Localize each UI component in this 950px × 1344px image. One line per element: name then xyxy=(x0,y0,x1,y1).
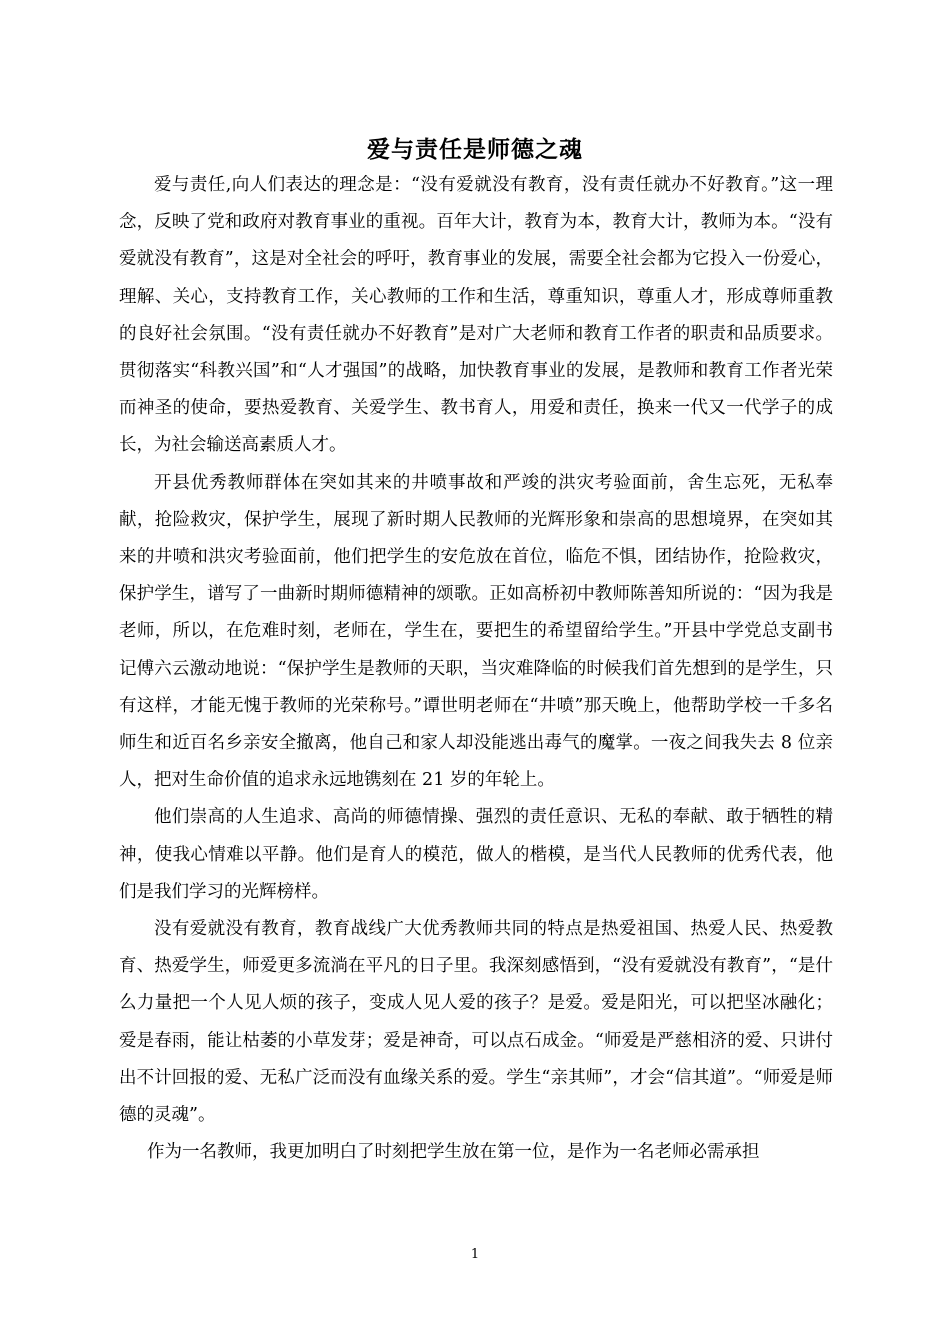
document-title: 爱与责任是师德之魂 xyxy=(367,136,583,163)
paragraph-1: 爱与责任,向人们表达的理念是：“没有爱就没有教育，没有责任就办不好教育。”这一理念，反映了党和政府对教育事业的重视。百年大计，教育为本，教育大计，教师为本。“没有爱就没有教育”，这是对全社会的呼吁，教育事业的发展，需要全社会都为它投入一份爱心，理解、关心，支持教育工作，关心教师的工作和生活，尊重知识，尊重人才，形成尊师重教的良好社会氛围。“没有责任就办不好教育”是对广大老师和教育工作者的职责和品质要求。贯彻落实“科教兴国”和“人才强国”的战略，加快教育事业的发展，是教师和教育工作者光荣而神圣的使命，要热爱教育、关爱学生、教书育人，用爱和责任，换来一代又一代学子的成长，为社会输送高素质人才。 xyxy=(119,175,833,456)
paragraph-4: 没有爱就没有教育，教育战线广大优秀教师共同的特点是热爱祖国、热爱人民、热爱教育、热爱学生，师爱更多流淌在平凡的日子里。我深刻感悟到，“没有爱就没有教育”，“是什么力量把一个人见人烦的孩子，变成人见人爱的孩子？是爱。爱是阳光，可以把坚冰融化；爱是春雨，能让枯萎的小草发芽；爱是神奇，可以点石成金。“师爱是严慈相济的爱、只讲付出不计回报的爱、无私广泛而没有血缘关系的爱。学生“亲其师”，才会“信其道”。“师爱是师德的灵魂”。 xyxy=(119,919,833,1126)
page-number: 1 xyxy=(470,1247,480,1262)
paragraph-3: 他们崇高的人生追求、高尚的师德情操、强烈的责任意识、无私的奉献、敢于牺牲的精神，使我心情难以平静。他们是育人的模范，做人的楷模，是当代人民教师的优秀代表，他们是我们学习的光辉榜样。 xyxy=(119,807,833,902)
paragraph-2: 开县优秀教师群体在突如其来的井喷事故和严竣的洪灾考验面前，舍生忘死，无私奉献，抢险救灾，保护学生，展现了新时期人民教师的光辉形象和崇高的思想境界，在突如其来的井喷和洪灾考验面前，他们把学生的安危放在首位，临危不惧，团结协作，抢险救灾，保护学生，谱写了一曲新时期师德精神的颂歌。正如高桥初中教师陈善知所说的：“因为我是老师，所以，在危难时刻，老师在，学生在，要把生的希望留给学生。”开县中学党总支副书记傅六云激动地说：“保护学生是教师的天职，当灾难降临的时候我们首先想到的是学生，只有这样，才能无愧于教师的光荣称号。”谭世明老师在“井喷”那天晚上，他帮助学校一千多名师生和近百名乡亲安全撤离，他自己和家人却没能逃出毒气的魔掌。一夜之间我失去 8 位亲人，把对生命价值的追求永远地镌刻在 21 岁的年轮上。 xyxy=(119,472,833,791)
document-body xyxy=(119,167,833,1171)
paragraph-5: 作为一名教师，我更加明白了时刻把学生放在第一位，是作为一名老师必需承担 xyxy=(147,1142,760,1163)
